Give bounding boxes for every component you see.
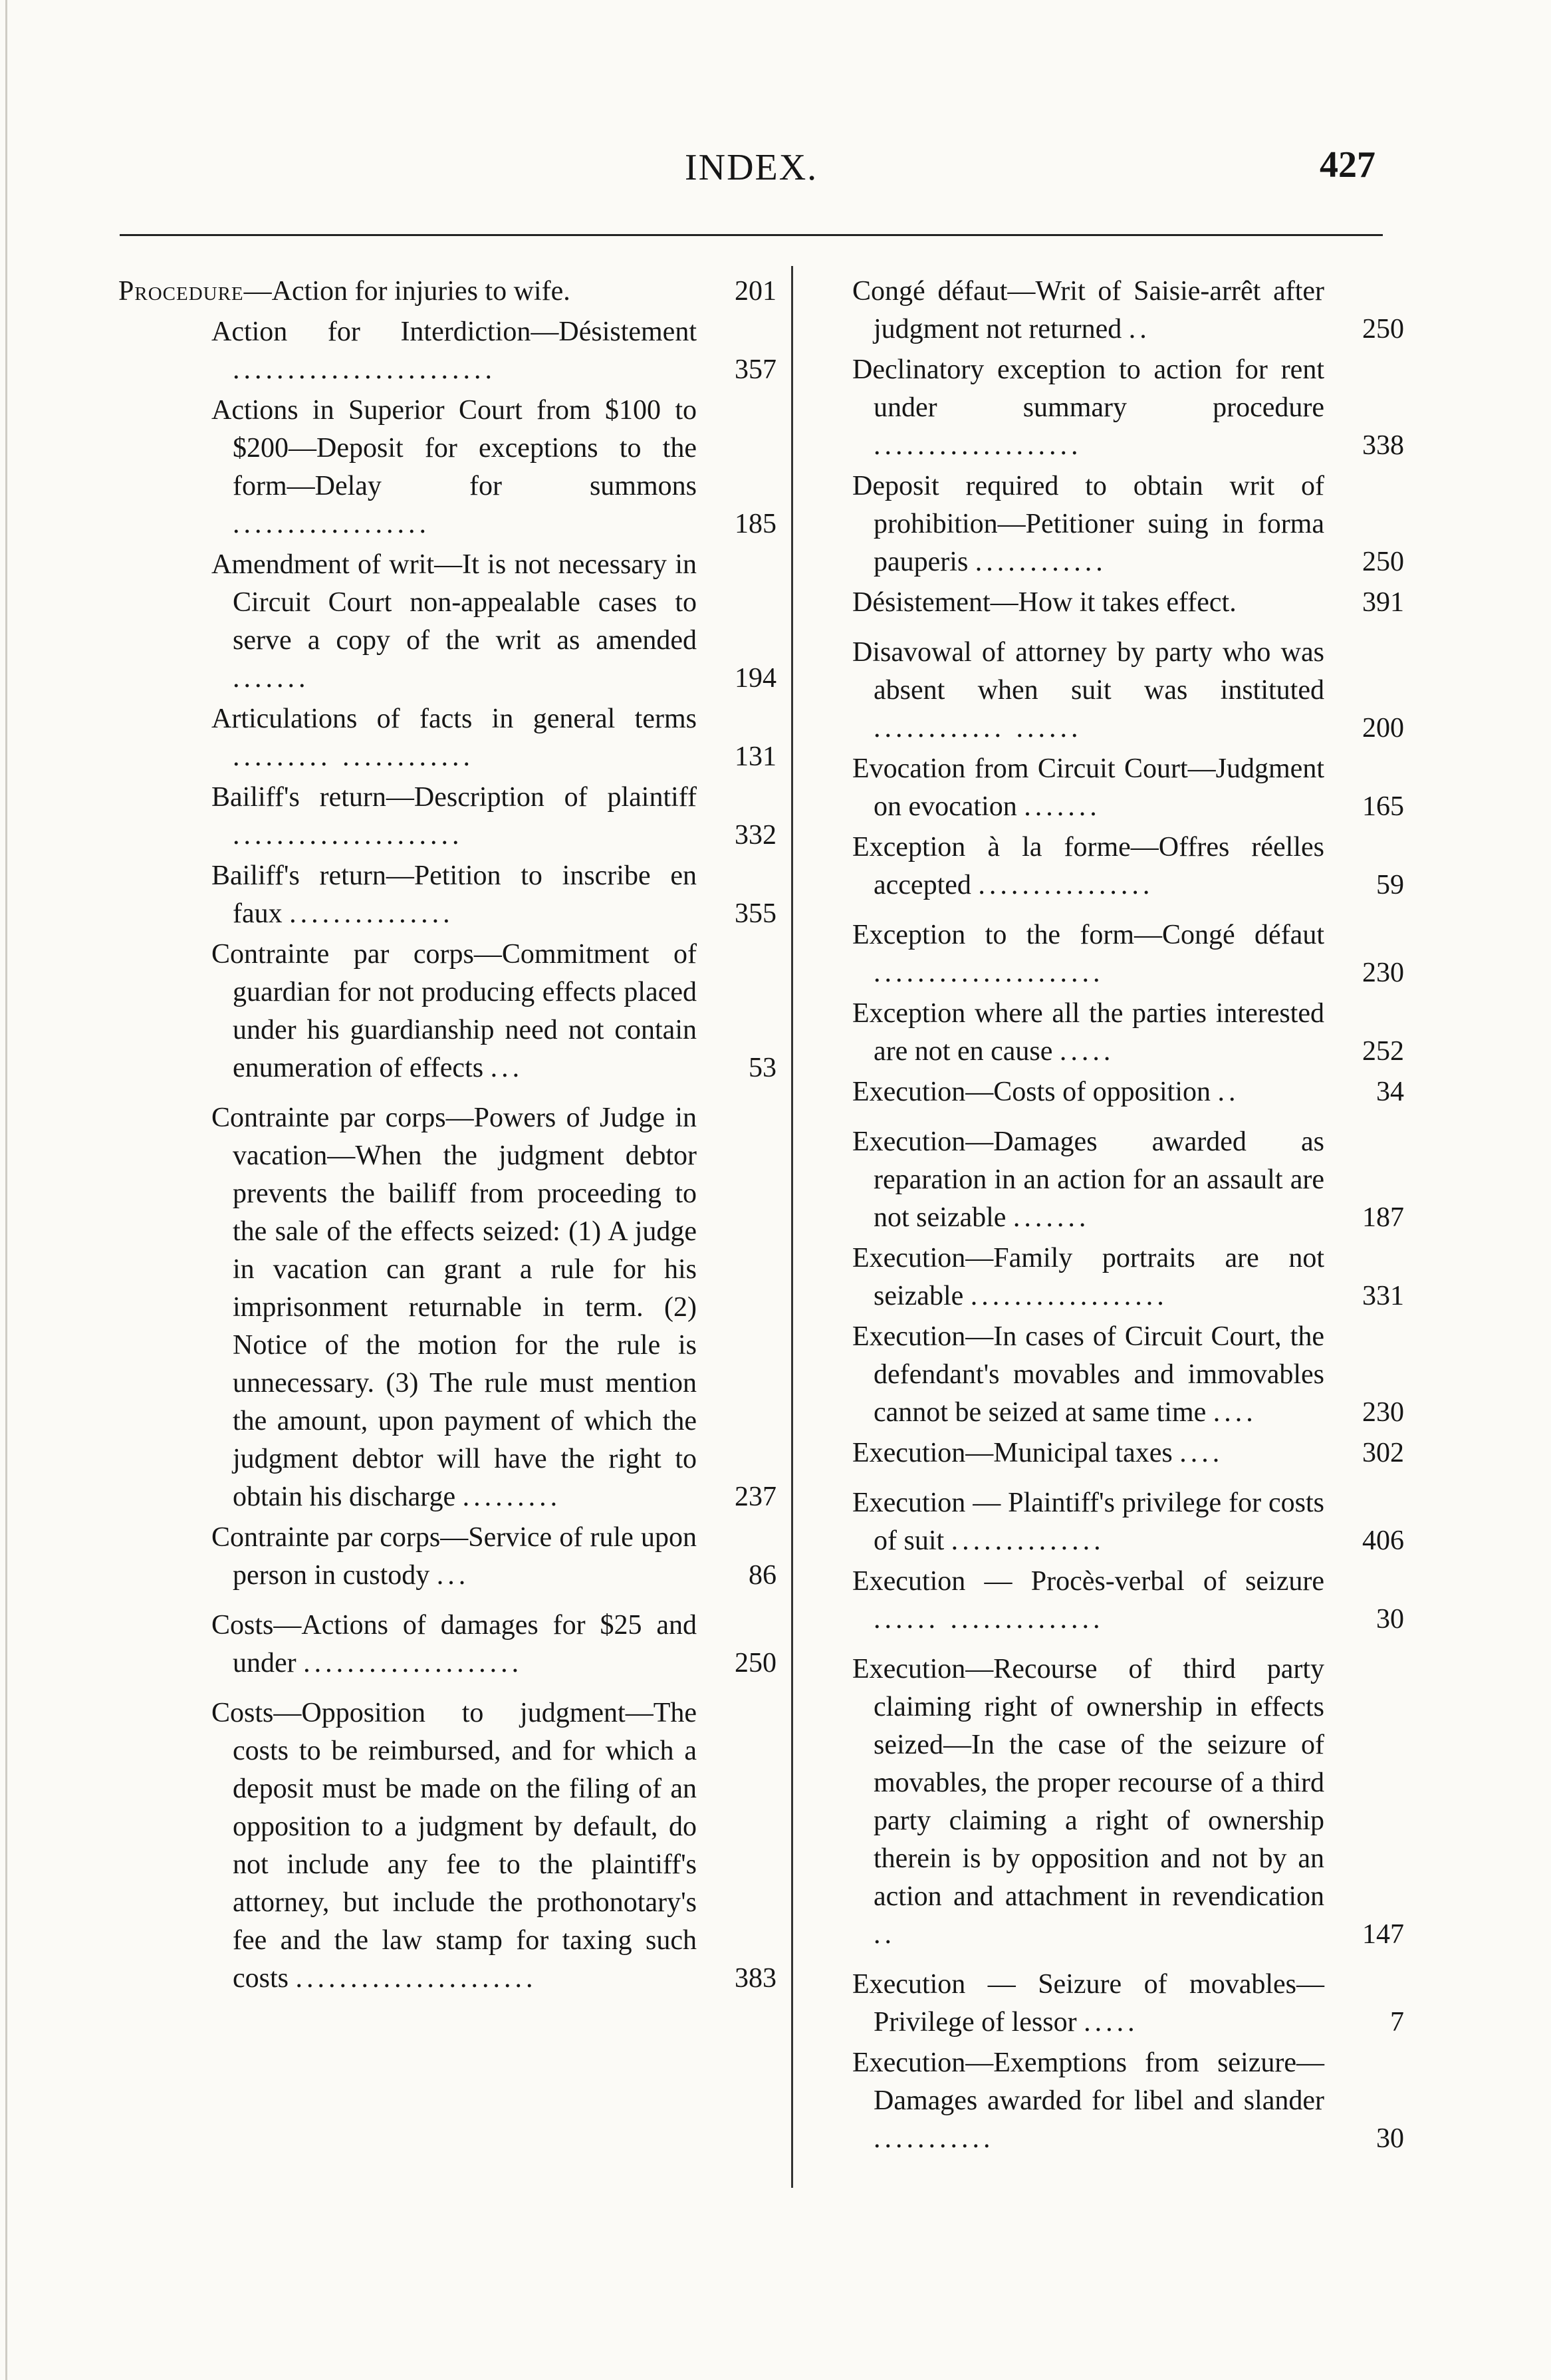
index-entry xyxy=(852,1240,1404,1315)
leader-dots: ..... xyxy=(1084,2007,1139,2038)
entry-text: Execution—Costs of opposition xyxy=(852,1077,1211,1107)
leader-dots: .................. xyxy=(233,509,430,539)
index-entry xyxy=(852,916,1404,992)
page-header xyxy=(0,146,1551,199)
index-entry xyxy=(852,467,1404,581)
index-entry xyxy=(211,857,776,933)
entry-text: Articulations of facts in general terms xyxy=(211,704,697,734)
index-entry xyxy=(852,1318,1404,1432)
entry-page-number: 187 xyxy=(1362,1202,1404,1233)
leader-dots: ............... xyxy=(289,898,454,929)
index-entry xyxy=(852,1123,1404,1237)
leader-dots: ...................... xyxy=(295,1963,537,1994)
entry-text: Disavowal of attorney by party who was absent when suit was instituted xyxy=(852,637,1324,706)
entry-text: Contrainte par corps—Powers of Judge in vacation—When the judgment debtor prevents the bailiff from proceeding to the sale of the effects seized: (1) A judge in vacation can grant a rule for his imprisonment returnable in term. (2) Notice of the motion for the rule is unnecessary. (3) The rule must mention the amount, upon payment of which the judgment debtor will have the right to obtain his discharge xyxy=(211,1103,697,1512)
page-title: INDEX. xyxy=(685,147,818,188)
entry-text: Execution — Procès-verbal of seizure xyxy=(852,1566,1324,1597)
entry-page-number: 30 xyxy=(1376,2123,1404,2154)
leader-dots: ...... .............. xyxy=(874,1604,1104,1635)
entry-page-number: 30 xyxy=(1376,1604,1404,1635)
entry-text: Costs—Actions of damages for $25 and under xyxy=(211,1610,697,1678)
leader-dots: .. xyxy=(1128,314,1151,344)
entry-page-number: 194 xyxy=(735,663,776,694)
entry-text: Exception to the form—Congé défaut xyxy=(852,920,1324,950)
leader-dots: ..... xyxy=(1059,1036,1115,1067)
entry-page-number: 406 xyxy=(1362,1525,1404,1556)
header-rule xyxy=(120,234,1383,236)
entry-text: Bailiff's return—Petition to inscribe en faux xyxy=(211,860,697,929)
index-entry xyxy=(852,273,1404,348)
entry-page-number: 357 xyxy=(735,354,776,385)
leader-dots: ............ xyxy=(975,547,1107,577)
entry-text: Exception à la forme—Offres réelles accepted xyxy=(852,832,1324,900)
index-column-right xyxy=(852,273,1404,2161)
leader-dots: ... xyxy=(436,1560,470,1591)
index-heading: Procedure xyxy=(118,276,244,307)
page-edge-line xyxy=(5,0,7,2380)
entry-page-number: 59 xyxy=(1376,870,1404,900)
entry-page-number: 165 xyxy=(1362,791,1404,822)
leader-dots: ....... xyxy=(233,663,310,694)
index-entry xyxy=(211,936,776,1087)
entry-page-number: 230 xyxy=(1362,1397,1404,1428)
leader-dots: ............ ...... xyxy=(874,713,1082,743)
entry-text: Execution—Municipal taxes xyxy=(852,1438,1173,1468)
index-entry xyxy=(211,392,776,543)
column-divider xyxy=(791,266,793,2188)
entry-text: Contrainte par corps—Service of rule upon person in custody xyxy=(211,1522,697,1591)
leader-dots: ........... xyxy=(874,2123,995,2154)
index-entry xyxy=(852,1563,1404,1639)
entry-page-number: 201 xyxy=(735,276,776,307)
index-entry xyxy=(852,634,1404,747)
entry-page-number: 147 xyxy=(1362,1919,1404,1950)
leader-dots: .................... xyxy=(303,1648,523,1678)
leader-dots: ....... xyxy=(1024,791,1101,822)
index-entry xyxy=(211,1607,776,1682)
leader-dots: .... xyxy=(1179,1438,1224,1468)
index-entry xyxy=(118,273,776,311)
entry-page-number: 391 xyxy=(1362,587,1404,618)
entry-page-number: 250 xyxy=(735,1648,776,1678)
leader-dots: ....... xyxy=(1013,1202,1090,1233)
leader-dots: .... xyxy=(1213,1397,1257,1428)
entry-text: —Action for injuries to wife. xyxy=(243,276,570,307)
leader-dots: ......... ............ xyxy=(233,741,474,772)
leader-dots: ........................ xyxy=(233,354,496,385)
index-entry xyxy=(211,546,776,698)
index-entry xyxy=(211,1099,776,1516)
leader-dots: ................... xyxy=(874,430,1082,461)
index-column-left xyxy=(118,273,776,2000)
leader-dots: .. xyxy=(1217,1077,1240,1107)
entry-page-number: 230 xyxy=(1362,958,1404,988)
entry-page-number: 383 xyxy=(735,1963,776,1994)
entry-text: Execution—Recourse of third party claiming right of ownership in effects seized—In the case of the seizure of movables, the proper recourse of a third party claiming a right of ownership therein is by opposition and not by an action and attachment in revendication xyxy=(852,1654,1324,1912)
leader-dots: .............. xyxy=(951,1525,1105,1556)
index-entry xyxy=(852,2044,1404,2158)
leader-dots: ......... xyxy=(462,1482,562,1512)
entry-page-number: 53 xyxy=(749,1053,776,1083)
index-entry xyxy=(852,1966,1404,2042)
entry-text: Execution — Seizure of movables—Privilege of lessor xyxy=(852,1969,1324,2038)
index-entry xyxy=(852,750,1404,826)
leader-dots: ................ xyxy=(978,870,1154,900)
leader-dots: ..................... xyxy=(233,820,463,851)
entry-page-number: 331 xyxy=(1362,1281,1404,1311)
entry-page-number: 185 xyxy=(735,509,776,539)
index-entry xyxy=(852,351,1404,465)
entry-text: Bailiff's return—Description of plaintiff xyxy=(211,782,697,813)
entry-page-number: 252 xyxy=(1362,1036,1404,1067)
entry-text: Execution—Family portraits are not seizable xyxy=(852,1243,1324,1311)
entry-page-number: 131 xyxy=(735,741,776,772)
entry-text: Actions in Superior Court from $100 to $200—Deposit for exceptions to the form—Delay for summons xyxy=(211,395,697,501)
entry-text: Evocation from Circuit Court—Judgment on evocation xyxy=(852,753,1324,822)
index-entry xyxy=(211,313,776,389)
index-entry xyxy=(852,1484,1404,1560)
entry-page-number: 86 xyxy=(749,1560,776,1591)
entry-text: Execution—In cases of Circuit Court, the defendant's movables and immovables cannot be seized at same time xyxy=(852,1321,1324,1428)
index-entry xyxy=(852,584,1404,622)
entry-page-number: 34 xyxy=(1376,1077,1404,1107)
index-entry xyxy=(211,1694,776,1998)
leader-dots: ... xyxy=(490,1053,524,1083)
entry-text: Action for Interdiction—Désistement xyxy=(211,317,697,347)
index-entry xyxy=(852,1434,1404,1472)
entry-text: Contrainte par corps—Commitment of guardian for not producing effects placed under his guardianship need not contain enumeration of effects xyxy=(211,939,697,1083)
index-entry xyxy=(852,1651,1404,1954)
entry-page-number: 332 xyxy=(735,820,776,851)
index-entry xyxy=(852,1073,1404,1111)
entry-text: Exception where all the parties interested are not en cause xyxy=(852,998,1324,1067)
entry-text: Amendment of writ—It is not necessary in Circuit Court non-appealable cases to serve a copy of the writ as amended xyxy=(211,549,697,656)
entry-page-number: 237 xyxy=(735,1482,776,1512)
index-entry xyxy=(211,779,776,855)
leader-dots: .. xyxy=(874,1919,895,1950)
leader-dots: ..................... xyxy=(874,958,1104,988)
entry-text: Deposit required to obtain writ of prohibition—Petitioner suing in forma pauperis xyxy=(852,471,1324,577)
entry-text: Execution—Exemptions from seizure—Damages awarded for libel and slander xyxy=(852,2048,1324,2116)
entry-text: Execution—Damages awarded as reparation in an action for an assault are not seizable xyxy=(852,1126,1324,1233)
index-entry xyxy=(211,700,776,776)
entry-page-number: 7 xyxy=(1390,2007,1404,2038)
entry-text: Costs—Opposition to judgment—The costs to be reimbursed, and for which a deposit must be made on the filing of an opposition to a judgment by default, do not include any fee to the plaintiff's attorney, but include the prothonotary's fee and the law stamp for taxing such costs xyxy=(211,1698,697,1994)
entry-text: Désistement—How it takes effect. xyxy=(852,587,1237,618)
entry-page-number: 250 xyxy=(1362,547,1404,577)
entry-page-number: 250 xyxy=(1362,314,1404,344)
entry-page-number: 200 xyxy=(1362,713,1404,743)
leader-dots: .................. xyxy=(970,1281,1168,1311)
index-entry xyxy=(852,995,1404,1071)
entry-text: Execution — Plaintiff's privilege for costs of suit xyxy=(852,1488,1324,1556)
index-entry xyxy=(211,1519,776,1595)
entry-page-number: 338 xyxy=(1362,430,1404,461)
entry-text: Declinatory exception to action for rent under summary procedure xyxy=(852,354,1324,423)
entry-text: Congé défaut—Writ of Saisie-arrêt after judgment not returned xyxy=(852,276,1324,344)
entry-page-number: 302 xyxy=(1362,1438,1404,1468)
page-number: 427 xyxy=(1320,144,1375,186)
entry-page-number: 355 xyxy=(735,898,776,929)
index-entry xyxy=(852,829,1404,904)
